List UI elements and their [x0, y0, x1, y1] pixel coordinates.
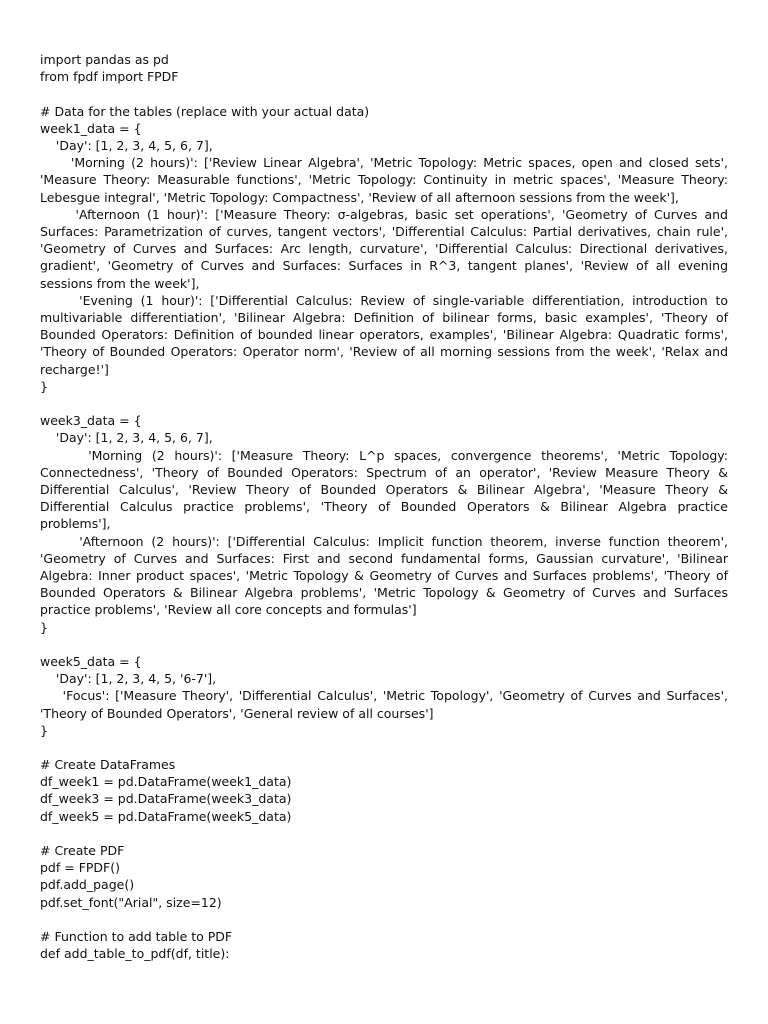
code-line: } — [40, 619, 48, 635]
blank-line — [40, 825, 728, 842]
code-paragraph: 'Afternoon (1 hour)': ['Measure Theory: σ-algebras, basic set operations', 'Geometry of Curves and Surfaces: Parametrization of curves, tangent vectors', 'Differential Calculus: Partial derivatives, chain rule', 'Geometry of Curves and Surfaces: Arc length, curvature', 'Differential Calculus: Directional derivatives, gradient', 'Geometry of Curves and Surfaces: Surfaces in R^3, tangent planes', 'Review of all evening sessions from the week'], — [40, 206, 732, 291]
blank-line — [40, 739, 728, 756]
code-line: # Create PDF — [40, 843, 125, 859]
code-line: pdf = FPDF() — [40, 860, 120, 876]
code-line: def add_table_to_pdf(df, title): — [40, 946, 230, 962]
code-paragraph: 'Morning (2 hours)': ['Review Linear Algebra', 'Metric Topology: Metric spaces, open and closed sets', 'Measure Theory: Measurable functions', 'Metric Topology: Continuity in metric spaces', 'Measure Theory: Lebesgue integral', 'Metric Topology: Compactness', 'Review of all afternoon sessions from the week'], — [40, 155, 732, 205]
blank-line — [40, 85, 728, 102]
code-line: df_week5 = pd.DataFrame(week5_data) — [40, 808, 292, 824]
code-line: from fpdf import FPDF — [40, 69, 179, 85]
blank-line — [40, 911, 728, 928]
blank-line — [40, 395, 728, 412]
code-line: import pandas as pd — [40, 52, 169, 67]
code-line: df_week1 = pd.DataFrame(week1_data) — [40, 774, 292, 790]
code-line: week1_data = { — [40, 120, 142, 136]
code-paragraph: 'Morning (2 hours)': ['Measure Theory: L^p spaces, convergence theorems', 'Metric Topology: Connectedness', 'Theory of Bounded Operators: Spectrum of an operator', 'Review Measure Theory & Differential Calculus', 'Review Theory of Bounded Operators & Bilinear Algebra', 'Measure Theory & Differential Calculus practice problems', 'Theory of Bounded Operators & Bilinear Algebra practice problems'], — [40, 447, 732, 532]
code-paragraph: 'Afternoon (2 hours)': ['Differential Calculus: Implicit function theorem, inverse function theorem', 'Geometry of Curves and Surfaces: First and second fundamental forms, Gaussian curvature', 'Bilinear Algebra: Inner product spaces', 'Metric Topology & Geometry of Curves and Surfaces problems', 'Theory of Bounded Operators & Bilinear Algebra problems', 'Metric Topology & Geometry of Curves and Surfaces practice problems', 'Review all core concepts and formulas'] — [40, 533, 732, 618]
code-line: } — [40, 378, 48, 394]
code-line: # Create DataFrames — [40, 757, 176, 773]
code-line: week5_data = { — [40, 653, 142, 669]
code-line: } — [40, 722, 48, 738]
code-paragraph: 'Focus': ['Measure Theory', 'Differential Calculus', 'Metric Topology', 'Geometry of Curves and Surfaces', 'Theory of Bounded Operators', 'General review of all courses'] — [40, 688, 732, 721]
code-line: week3_data = { — [40, 413, 142, 429]
code-line: df_week3 = pd.DataFrame(week3_data) — [40, 791, 292, 807]
code-line: 'Day': [1, 2, 3, 4, 5, '6-7'], — [40, 671, 217, 687]
blank-line — [40, 636, 728, 653]
code-line: 'Day': [1, 2, 3, 4, 5, 6, 7], — [40, 137, 213, 153]
code-line: pdf.set_font("Arial", size=12) — [40, 894, 222, 910]
code-document — [40, 51, 732, 962]
code-line: # Function to add table to PDF — [40, 928, 233, 944]
code-paragraph: 'Evening (1 hour)': ['Differential Calculus: Review of single-variable differentiation, introduction to multivariable differentiation', 'Bilinear Algebra: Definition of bilinear forms, basic examples', 'Theory of Bounded Operators: Definition of bounded linear operators, examples', 'Bilinear Algebra: Quadratic forms', 'Theory of Bounded Operators: Operator norm', 'Review of all morning sessions from the week', 'Relax and recharge!'] — [40, 292, 732, 377]
code-line: 'Day': [1, 2, 3, 4, 5, 6, 7], — [40, 430, 213, 446]
code-line: # Data for the tables (replace with your actual data) — [40, 103, 370, 119]
code-line: pdf.add_page() — [40, 877, 135, 893]
